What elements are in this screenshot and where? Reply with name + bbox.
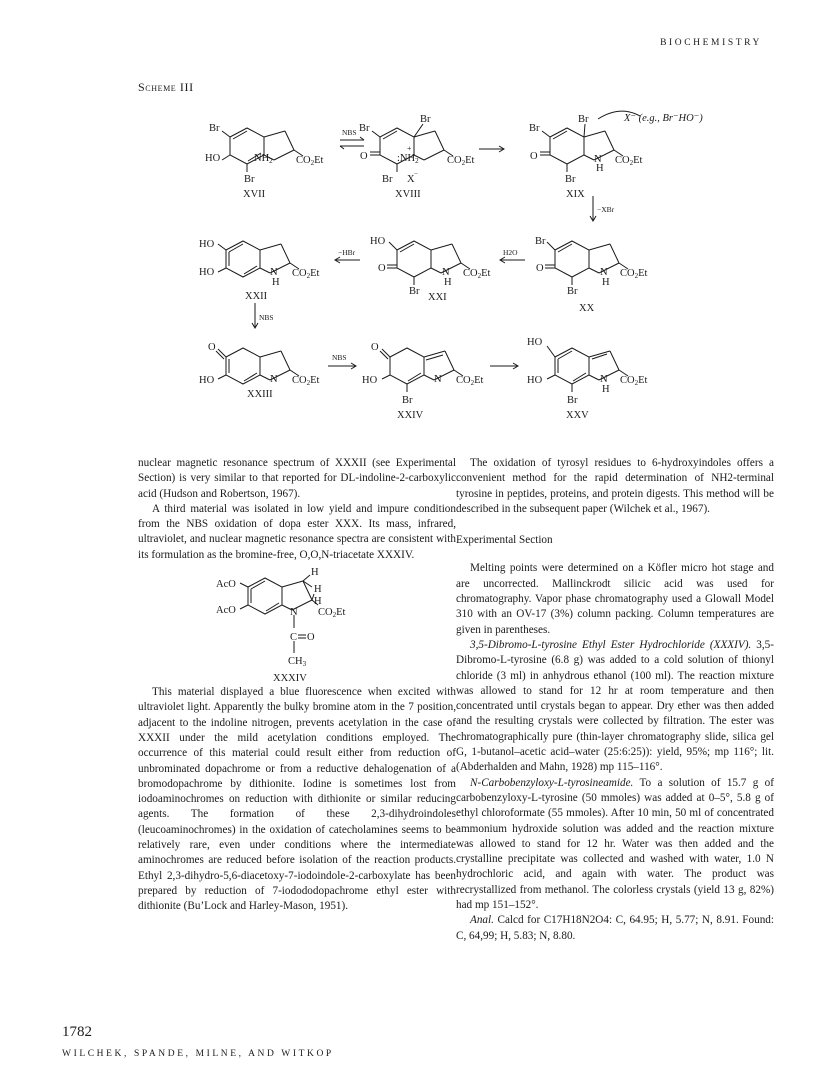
svg-text:N: N xyxy=(270,374,278,385)
svg-text:Br: Br xyxy=(402,395,413,406)
svg-text:HO: HO xyxy=(199,375,215,386)
svg-text:AcO: AcO xyxy=(216,579,236,591)
right-paragraph-4-body: To a solution of 15.7 g of carbobenzyloxy-L-tyrosine (50 mmoles) was added at 0–5°, 5.8 g of ethyl chloroformate (55 mmoles). After 10 min, 50 ml of concentrated ammonium hydroxide solution was added and the reaction mixture was allowed to stand for 12 hr. Water was then added and the crystalline precipitate was collected and washed with water, 1.0 N hydrochloric acid, and again with water. The product was recrystallized from methanol. The colorless crystals (yield 13 g, 82%) had mp 151–152°. xyxy=(456,776,774,912)
scheme-title: Scheme III xyxy=(138,80,194,94)
label-xix: XIX xyxy=(566,189,585,200)
structure-xx xyxy=(545,241,628,285)
anion-note: X⁻ (e.g., Br⁻HO⁻) xyxy=(624,113,703,124)
svg-text:O: O xyxy=(530,151,538,162)
svg-text:+: + xyxy=(407,144,412,153)
svg-text:HO: HO xyxy=(370,236,386,247)
arrow-label-nbs: NBS xyxy=(342,128,357,137)
label-xxii: XXII xyxy=(245,291,268,302)
structure-xxiv xyxy=(380,348,463,392)
svg-text:CO2Et: CO2Et xyxy=(615,155,643,167)
svg-text:O: O xyxy=(378,263,386,274)
svg-text:HO: HO xyxy=(199,267,215,278)
structure-xvii xyxy=(222,128,303,172)
compound-title-2: N-Carbobenzyloxy-L-tyrosineamide. xyxy=(470,776,634,789)
svg-text:AcO: AcO xyxy=(216,605,236,617)
svg-text:Br: Br xyxy=(382,174,393,185)
svg-text:H: H xyxy=(311,567,319,579)
svg-text:H: H xyxy=(602,277,610,288)
svg-text:N: N xyxy=(270,267,278,278)
label-xxxiv: XXXIV xyxy=(273,673,307,685)
label-xviii: XVIII xyxy=(395,189,421,200)
label-xx: XX xyxy=(579,303,595,314)
svg-text:H: H xyxy=(596,163,604,174)
svg-text:O: O xyxy=(307,632,315,644)
svg-text:HO: HO xyxy=(527,375,543,386)
right-paragraph-5-body: Calcd for C17H18N2O4: C, 64.95; H, 5.77; N, 8.91. Found: C, 64,99; H, 5.83; N, 8.80. xyxy=(456,914,774,942)
section-heading: Experimental Section xyxy=(456,534,553,547)
svg-text:HO: HO xyxy=(199,239,215,250)
svg-text:CO2Et: CO2Et xyxy=(456,375,484,387)
svg-text:Br: Br xyxy=(420,114,431,125)
label-xxv: XXV xyxy=(566,410,589,421)
svg-text:HO: HO xyxy=(362,375,378,386)
structure-xxv xyxy=(547,346,628,392)
svg-text:CO2Et: CO2Et xyxy=(463,268,491,280)
svg-text:N: N xyxy=(600,374,608,385)
structure-xxii xyxy=(218,241,299,277)
anal-label: Anal. xyxy=(470,914,494,927)
svg-text:CH3: CH3 xyxy=(288,656,307,669)
svg-text:O: O xyxy=(371,342,379,353)
svg-text:N: N xyxy=(290,607,298,619)
svg-text:H: H xyxy=(314,596,322,608)
svg-text:CO2Et: CO2Et xyxy=(296,155,324,167)
svg-text:O: O xyxy=(360,151,368,162)
svg-text:CO2Et: CO2Et xyxy=(620,375,648,387)
arrow-label-xbr: −XBr xyxy=(597,205,615,214)
arrow-label-hbr: −HBr xyxy=(338,248,356,257)
svg-text:CO2Et: CO2Et xyxy=(318,607,346,620)
arrow-label-nbs-down: NBS xyxy=(259,313,274,322)
left-column xyxy=(138,456,456,915)
svg-text:Br: Br xyxy=(244,174,255,185)
svg-text:NH2: NH2 xyxy=(254,153,273,165)
journal-header: BIOCHEMISTRY xyxy=(660,38,762,48)
svg-text:C: C xyxy=(290,632,298,644)
svg-text:N: N xyxy=(600,267,608,278)
svg-text:N: N xyxy=(594,154,602,165)
arrow-label-nbs-right: NBS xyxy=(332,353,347,362)
svg-text:Br: Br xyxy=(529,123,540,134)
svg-text:Br: Br xyxy=(209,123,220,134)
svg-text:H: H xyxy=(314,584,322,596)
svg-text:Br: Br xyxy=(409,286,420,297)
compound-title-1: 3,5-Dibromo-L-tyrosine Ethyl Ester Hydrochloride (XXXIV). xyxy=(470,638,752,651)
page-number: 1782 xyxy=(62,1024,92,1040)
svg-text:CO2Et: CO2Et xyxy=(292,375,320,387)
svg-text:Br: Br xyxy=(565,174,576,185)
label-xxi: XXI xyxy=(428,292,447,303)
structure-xxxiv xyxy=(138,563,456,685)
svg-text:O: O xyxy=(536,263,544,274)
svg-text:Br: Br xyxy=(567,286,578,297)
label-xvii: XVII xyxy=(243,189,266,200)
svg-text:Br: Br xyxy=(567,395,578,406)
svg-text:H: H xyxy=(272,277,280,288)
reaction-scheme xyxy=(0,0,827,450)
svg-text:−: − xyxy=(414,170,418,178)
right-paragraph-2: Melting points were determined on a Köfler micro hot stage and are uncorrected. Mallinckrodt silicic acid was used for chromatography. Vapor phase chromatography used a Glowall Model 310 with an OV-17 (3%) column packing. Column temperatures are given in parentheses. xyxy=(456,562,774,636)
right-paragraph-5 xyxy=(456,913,774,944)
svg-text:X: X xyxy=(407,174,415,185)
svg-text::NH2: :NH2 xyxy=(397,153,419,165)
svg-text:CO2Et: CO2Et xyxy=(292,268,320,280)
right-paragraph-3 xyxy=(456,638,774,776)
svg-text:Br: Br xyxy=(359,123,370,134)
right-column xyxy=(456,456,774,944)
svg-text:CO2Et: CO2Et xyxy=(620,268,648,280)
svg-text:HO: HO xyxy=(205,153,221,164)
svg-text:O: O xyxy=(208,342,216,353)
svg-text:CO2Et: CO2Et xyxy=(447,155,475,167)
right-paragraph-3-body: 3,5-Dibromo-L-tyrosine (6.8 g) was added to a cold solution of thionyl chloride (3 ml) in anhydrous ethanol (100 ml). The reaction mixture was allowed to stand for 12 hr at room temperature and then concentrated until crystals began to appear. Dry ether was then added and the resulting crystals were collected by filtration. The ester was chromatographically pure (thin-layer chromatography slide, silica gel G, 1-butanol–acetic acid–water (25:6:25)): yield, 95%; mp 116°; lit. (Abderhalden and Mahn, 1928) mp 115–116°. xyxy=(456,638,775,774)
left-paragraph-3: This material displayed a blue fluorescence when excited with ultraviolet light. Apparently the bulky bromine atom in the 7 position, adjacent to the indoline nitrogen, prevents acetylation in the case of XXXII under the mild acetylation conditions employed. The occurrence of this material could result either from reduction of unbrominated dopachrome or from a reductive dehalogenation of a bromodopachrome by dithionite. Iodine is sometimes lost from iodoaminochromes on reduction with dithionite or similar reducing agents. The formation of these 2,3-dihydroindoles (leucoaminochromes) in the oxidation of catecholamines seems to be relatively rare, even under conditions where the intermediate aminochromes are reduced before isolation of the reaction products. Ethyl 2,3-dihydro-5,6-diacetoxy-7-iodoindole-2-carboxylate has been prepared by reduction of 7-iodododopachrome ethyl ester with dithionite (Bu’Lock and Harley-Mason, 1951). xyxy=(138,686,456,913)
svg-text:H: H xyxy=(444,277,452,288)
structure-xxiii xyxy=(216,348,299,384)
author-footer: WILCHEK, SPANDE, MILNE, AND WITKOP xyxy=(62,1049,334,1059)
svg-text:N: N xyxy=(434,374,442,385)
svg-text:HO: HO xyxy=(527,337,543,348)
left-paragraph-2: A third material was isolated in low yield and impure condition from the NBS oxidation of dopa ester XXX. Its mass, infrared, ultraviolet, and nuclear magnetic resonance spectra are consistent with its formulation as the bromine-free, O,O,N-triacetate XXXIV. xyxy=(138,502,456,561)
right-paragraph-4 xyxy=(456,776,774,914)
svg-text:N: N xyxy=(442,267,450,278)
label-xxiv: XXIV xyxy=(397,410,424,421)
left-paragraph-1: nuclear magnetic resonance spectrum of XXXII (see Experimental Section) is very similar to that reported for DL-indoline-2-carboxylic acid (Hudson and Robertson, 1967). xyxy=(138,457,456,500)
arrow-label-h2o: H2O xyxy=(503,248,518,257)
svg-text:Br: Br xyxy=(578,114,589,125)
structure-xxi xyxy=(387,241,470,285)
svg-text:H: H xyxy=(602,384,610,395)
structure-xxxiv-drawing xyxy=(138,563,456,685)
svg-text:Br: Br xyxy=(535,236,546,247)
label-xxiii: XXIII xyxy=(247,389,273,400)
right-paragraph-1: The oxidation of tyrosyl residues to 6-hydroxyindoles offers a convenient method for the rapid determination of NH2-terminal tyrosine in peptides, proteins, and protein digests. This method will be described in the subsequent paper (Wilchek et al., 1967). xyxy=(456,457,774,515)
